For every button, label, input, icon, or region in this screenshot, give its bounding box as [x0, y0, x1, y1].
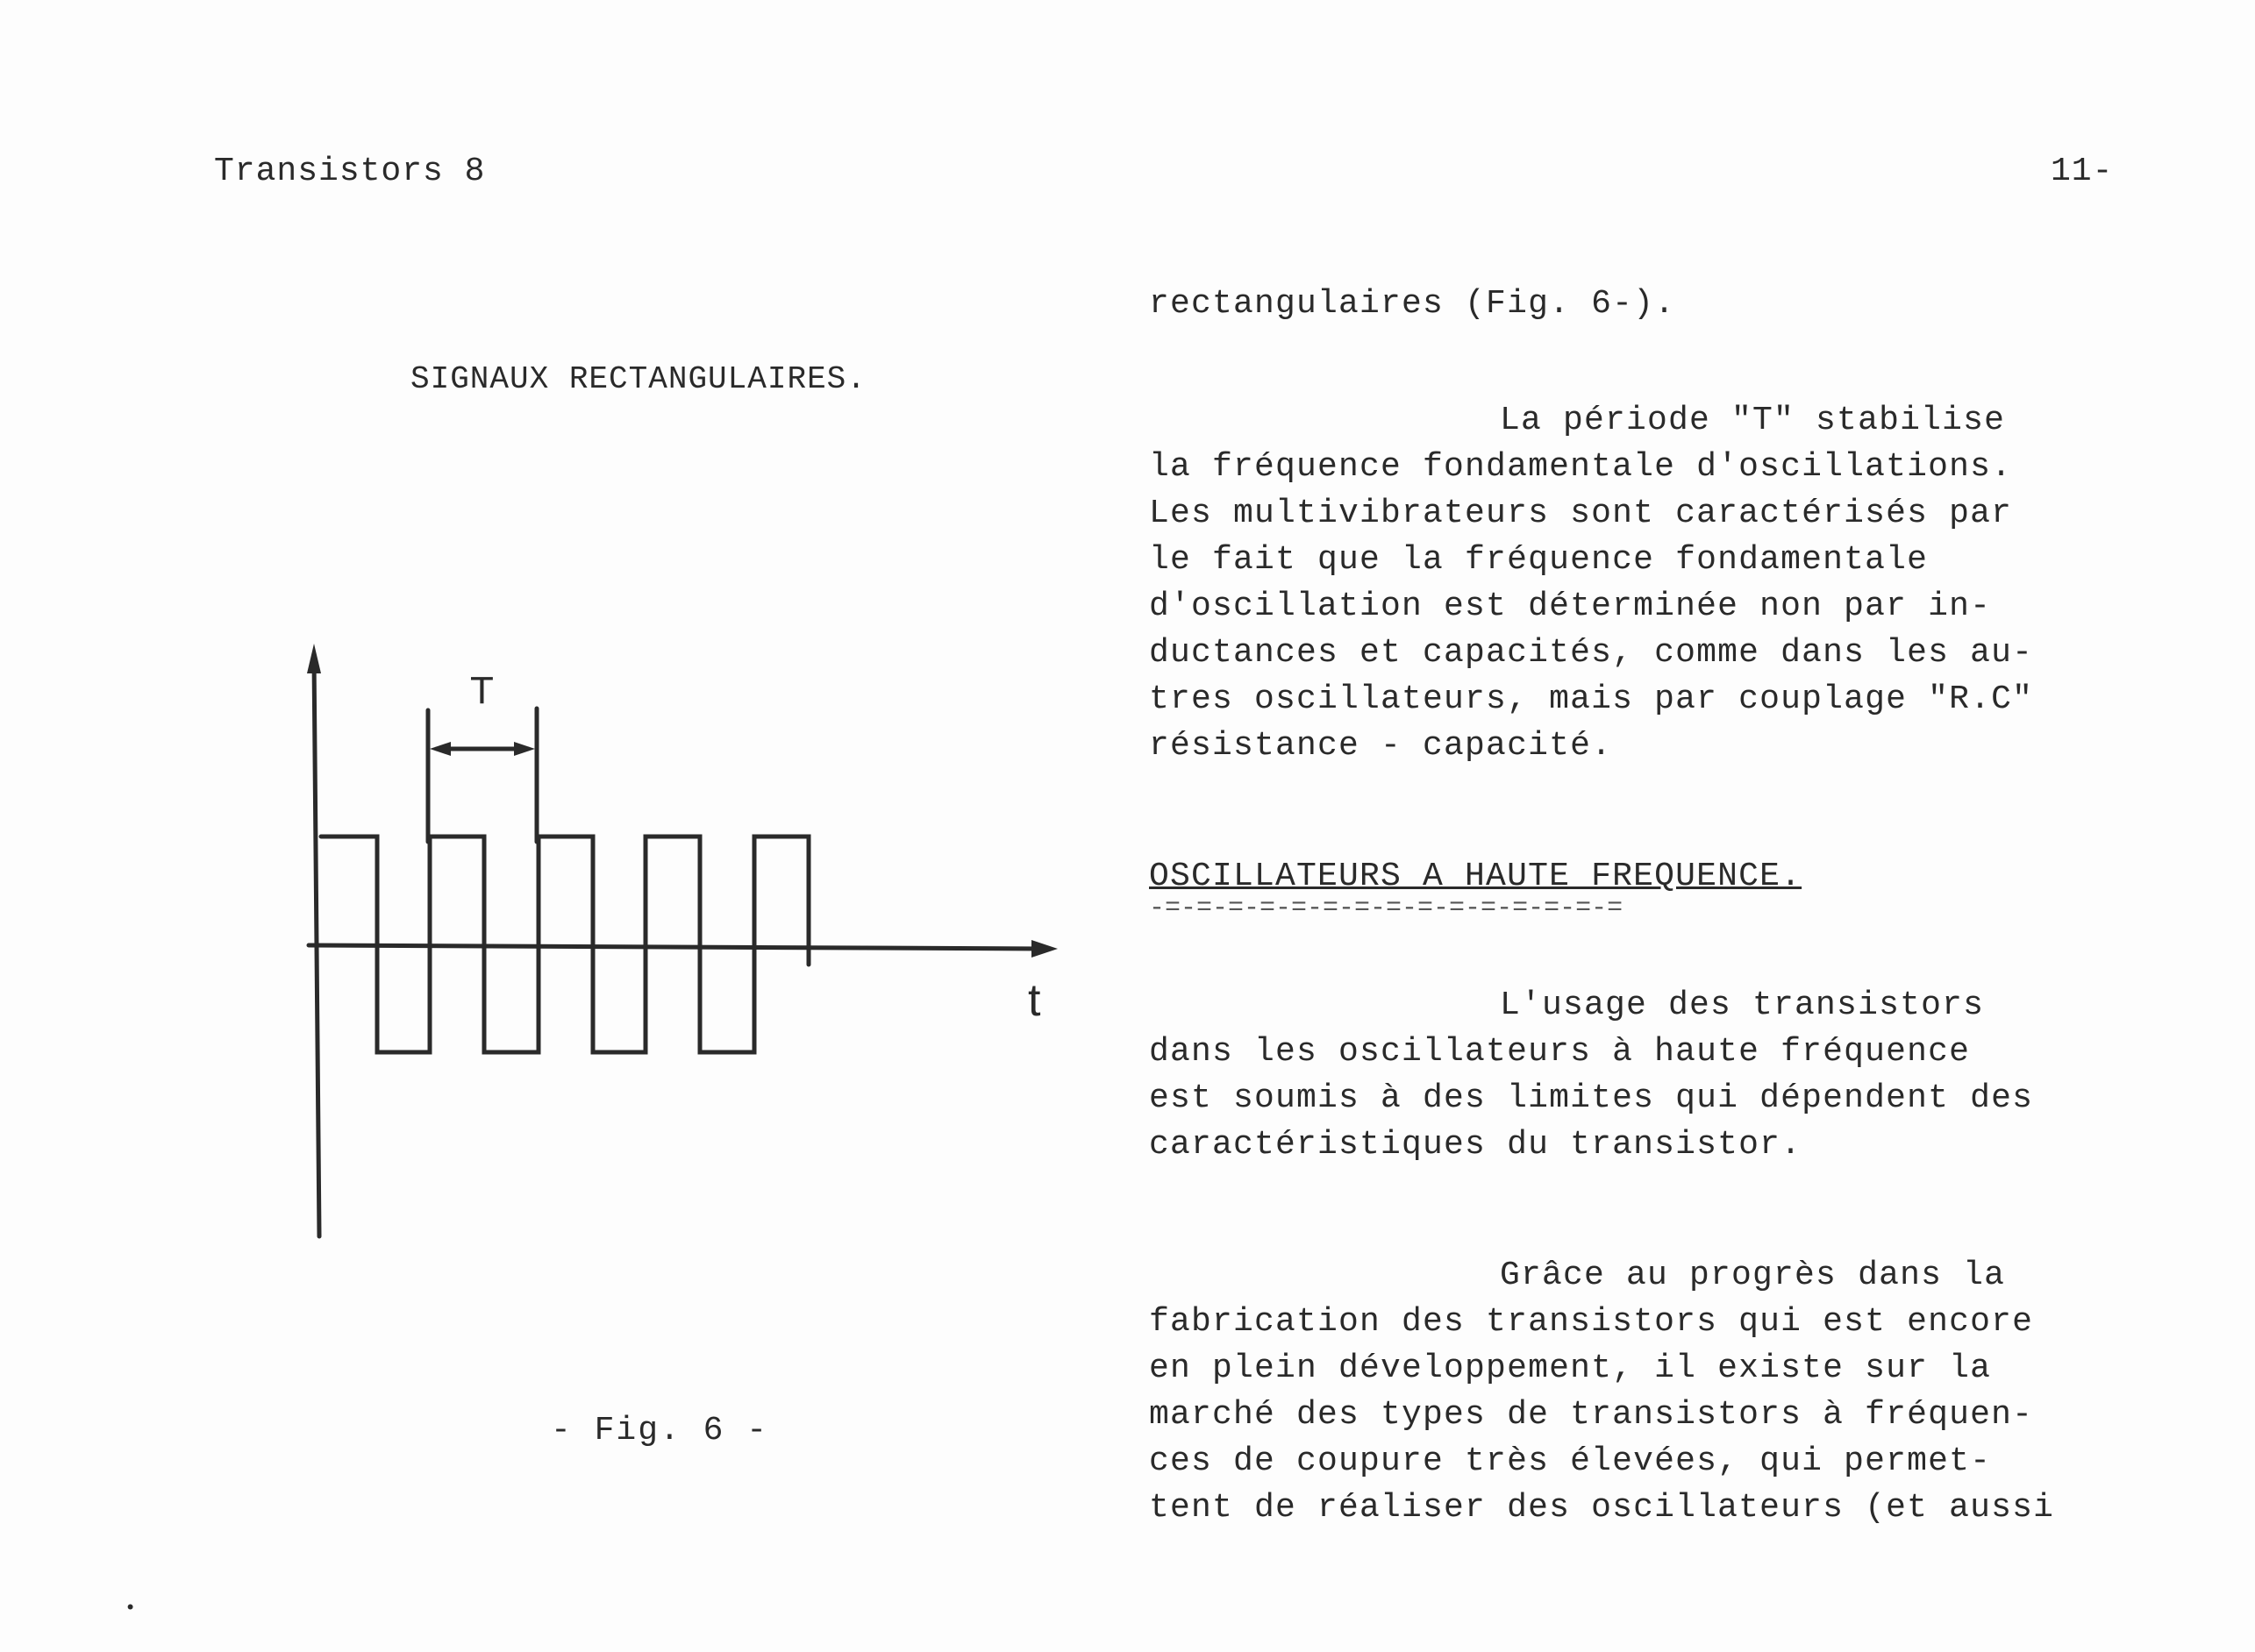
- text-line: rectangulaires (Fig. 6-).: [1149, 285, 1676, 323]
- period-arrowhead-left: [430, 742, 451, 756]
- text-line: L'usage des transistors: [1500, 986, 1985, 1024]
- text-line: la fréquence fondamentale d'oscillations.: [1149, 448, 2013, 486]
- figure-caption: - Fig. 6 -: [551, 1412, 769, 1449]
- text-line: ces de coupure très élevées, qui permet-: [1149, 1442, 1992, 1480]
- text-line: dans les oscillateurs à haute fréquence: [1149, 1033, 1971, 1071]
- text-line: est soumis à des limites qui dépendent des: [1149, 1079, 2034, 1117]
- period-label: T: [470, 669, 494, 712]
- x-axis: [309, 945, 1044, 949]
- text-line: d'oscillation est déterminée non par in-: [1149, 587, 1992, 625]
- text-line: tres oscillateurs, mais par couplage "R.C": [1149, 680, 2034, 718]
- text-line: Grâce au progrès dans la: [1500, 1257, 2006, 1294]
- text-line: le fait que la fréquence fondamentale: [1149, 541, 1929, 579]
- running-header: Transistors 8: [214, 153, 486, 190]
- period-arrowhead-right: [514, 742, 535, 756]
- time-axis-label: t: [1028, 975, 1041, 1026]
- square-wave-figure: [289, 631, 1079, 1245]
- x-axis-arrowhead: [1031, 940, 1058, 958]
- text-line: en plein développement, il existe sur la: [1149, 1349, 1992, 1387]
- y-axis-arrowhead: [307, 644, 321, 673]
- text-line: caractéristiques du transistor.: [1149, 1126, 1802, 1164]
- figure-title: SIGNAUX RECTANGULAIRES.: [410, 361, 867, 397]
- page-number: 11-: [2051, 153, 2114, 190]
- text-line: La période "T" stabilise: [1500, 402, 2006, 439]
- text-line: Les multivibrateurs sont caractérisés par: [1149, 495, 2013, 532]
- text-line: résistance - capacité.: [1149, 727, 1613, 765]
- stray-mark: •: [125, 1598, 137, 1620]
- heading-decoration: -=-=-=-=-=-=-=-=-=-=-=-=-=-=-=: [1149, 894, 1623, 923]
- text-line: ductances et capacités, comme dans les au-: [1149, 634, 2034, 672]
- text-line: tent de réaliser des oscillateurs (et aussi: [1149, 1489, 2055, 1527]
- text-line: marché des types de transistors à fréquen-: [1149, 1396, 2034, 1434]
- text-line: fabrication des transistors qui est encore: [1149, 1303, 2034, 1341]
- text-column: [1149, 281, 2184, 1531]
- section-heading: OSCILLATEURS A HAUTE FREQUENCE.: [1149, 858, 1802, 895]
